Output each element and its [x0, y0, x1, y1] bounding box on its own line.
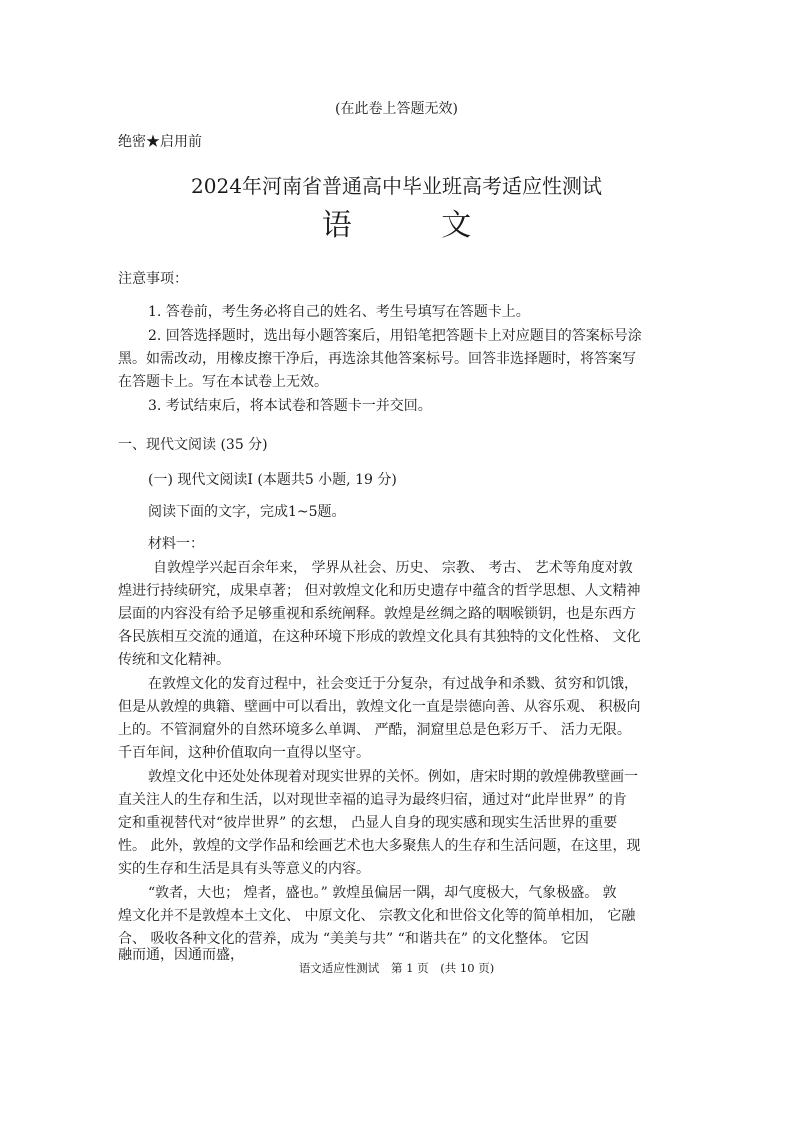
footer-page-number: 第 1 页 — [390, 961, 429, 975]
subject-title: 语 文 — [321, 208, 512, 243]
page-footer — [0, 960, 793, 976]
invalid-answer-note: (在此卷上答题无效) — [335, 101, 458, 117]
confidential-label: 绝密★启用前 — [118, 134, 202, 150]
footer-total-pages: (共 10 页) — [440, 961, 495, 975]
notice-heading: 注意事项： — [118, 271, 188, 287]
exam-title: 2024年河南省普通高中毕业班高考适应性测试 — [191, 174, 602, 198]
footer-subject: 语文适应性测试 — [298, 961, 380, 975]
